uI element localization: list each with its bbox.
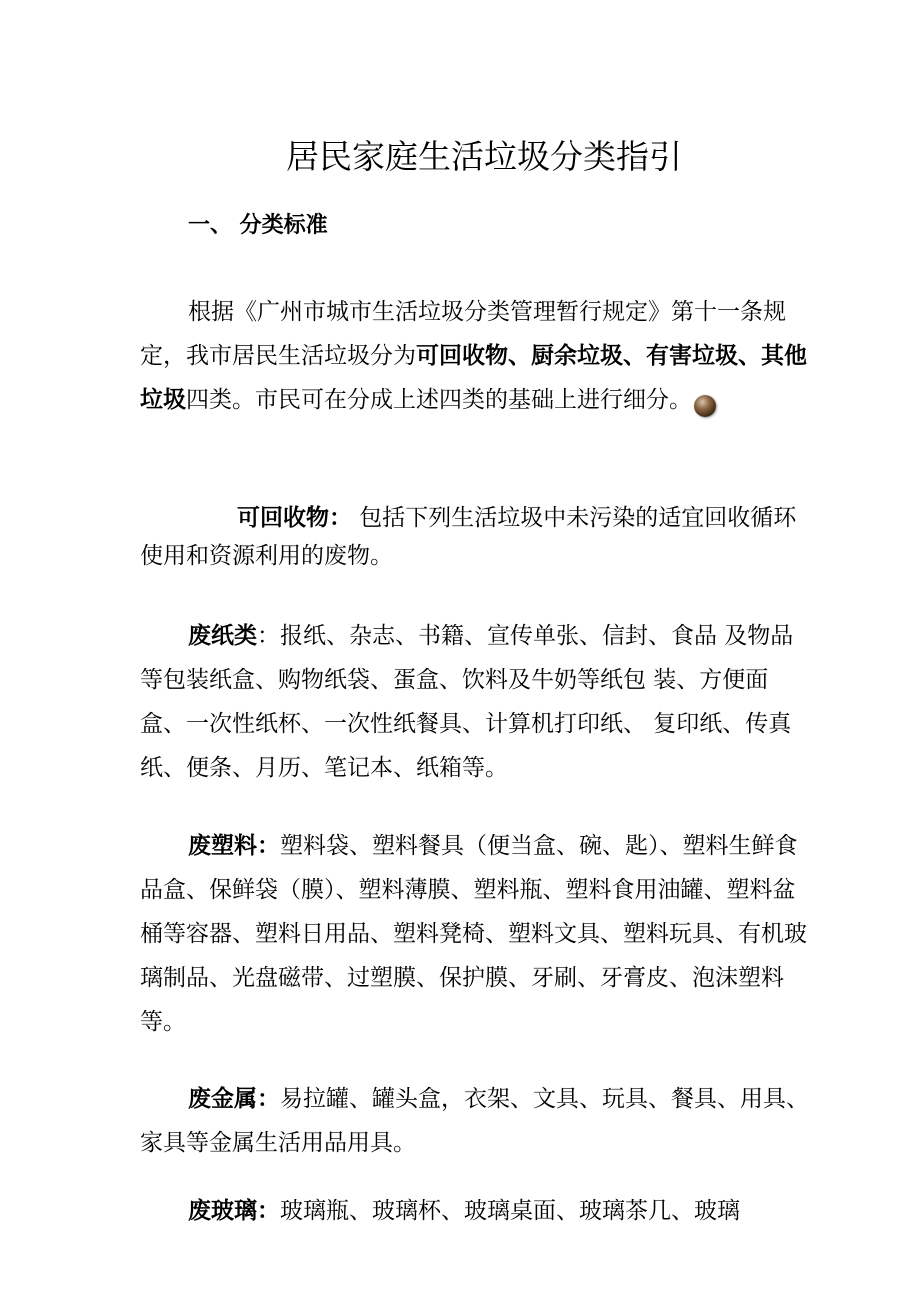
glass-paragraph xyxy=(140,1189,810,1233)
recyclable-term: 可回收物： xyxy=(237,505,352,531)
intro-categories: 可回收物、厨余垃圾、有害垃圾、其他垃圾 xyxy=(140,343,807,413)
metal-text: 易拉罐、罐头盒，衣架、文具、玩具、餐具、用具、家具等金属生活用品用具。 xyxy=(140,1086,809,1156)
section-heading: 一、 分类标准 xyxy=(188,213,328,238)
glass-text: 玻璃瓶、玻璃杯、玻璃桌面、玻璃茶几、玻璃 xyxy=(280,1198,740,1224)
intro-text-2: 四类。市民可在分成上述四类的基础上进行细分。 xyxy=(186,387,692,413)
paper-paragraph xyxy=(140,614,810,790)
metal-term: 废金属： xyxy=(188,1086,280,1112)
paper-term: 废纸类 xyxy=(188,623,257,649)
plastic-term: 废塑料： xyxy=(188,833,280,859)
plastic-paragraph xyxy=(140,824,810,1044)
glass-term: 废玻璃： xyxy=(188,1198,280,1224)
bronze-ball-icon xyxy=(694,395,716,417)
paper-text: ：报纸、杂志、书籍、宣传单张、信封、食品 及物品等包装纸盒、购物纸袋、蛋盒、饮料及牛奶等纸包 装、方便面盒、一次性纸杯、一次性纸餐具、计算机打印纸、 复印纸、传真纸、便条、月历、笔记本、纸箱等。 xyxy=(140,623,794,781)
intro-paragraph xyxy=(140,290,810,422)
document-title: 居民家庭生活垃圾分类指引 xyxy=(286,137,682,176)
plastic-text: 塑料袋、塑料餐具（便当盒、碗、匙）、塑料生鲜食品盒、保鲜袋（膜）、塑料薄膜、塑料瓶、塑料食用油罐、塑料盆桶等容器、塑料日用品、塑料凳椅、塑料文具、塑料玩具、有机玻璃制品、光盘磁带、过塑膜、保护膜、牙刷、牙膏皮、泡沫塑料等。 xyxy=(140,833,807,1035)
recyclable-text: 包括下列生活垃圾中未污染的适宜回收循环使用和资源利用的废物。 xyxy=(140,505,797,569)
metal-paragraph xyxy=(140,1077,810,1165)
recyclable-paragraph xyxy=(140,499,810,575)
intro-text-1: 根据《广州市城市生活垃圾分类管理暂行规定》第十一条规定，我市居民生活垃圾分为 xyxy=(140,299,786,369)
